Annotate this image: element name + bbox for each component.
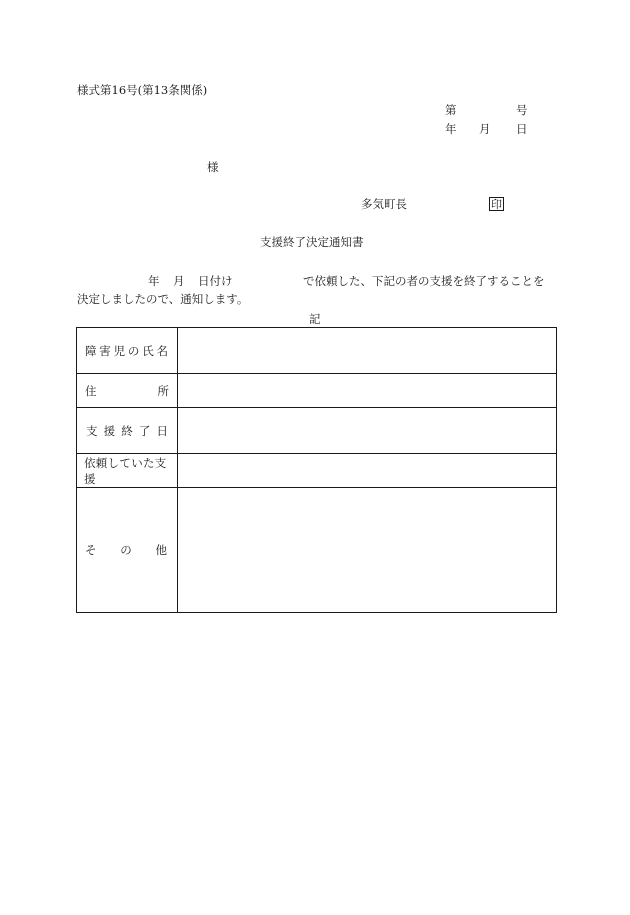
ki-heading: 記 [309,312,321,326]
addressee-honorific: 様 [207,160,219,174]
document-title: 支援終了決定通知書 [260,235,364,249]
body-month-label: 月 [173,274,185,288]
value-other[interactable] [178,488,557,613]
date-year-label: 年 [445,122,457,136]
table-row [77,454,557,488]
number-suffix: 号 [516,103,528,117]
label-address: 住 所 [77,374,178,408]
value-address[interactable] [178,374,557,408]
body-year-label: 年 [148,274,160,288]
value-requested-support[interactable] [178,454,557,488]
table-row [77,408,557,454]
seal-mark: 印 [491,198,502,211]
issuer-title: 多気町長 [361,197,407,211]
form-number-label: 様式第16号(第13条関係) [77,83,208,97]
date-day-label: 日 [516,122,528,136]
label-support-end-date: 支 援 終 了 日 [77,408,178,454]
value-child-name[interactable] [178,328,557,374]
table-row [77,374,557,408]
value-support-end-date[interactable] [178,408,557,454]
label-child-name: 障 害 児 の 氏 名 [77,328,178,374]
body-text-continuation: で依頼した、下記の者の支援を終了することを [303,274,545,288]
body-date-label: 日付け [198,274,233,288]
table-row [77,328,557,374]
label-other: そ の 他 [77,488,178,613]
label-requested-support: 依頼していた支援 [77,454,178,488]
date-month-label: 月 [479,122,491,136]
details-table [76,327,557,613]
table-row [77,488,557,613]
number-prefix: 第 [445,103,457,117]
body-text-line-2: 決定しましたので、通知します。 [77,292,249,306]
